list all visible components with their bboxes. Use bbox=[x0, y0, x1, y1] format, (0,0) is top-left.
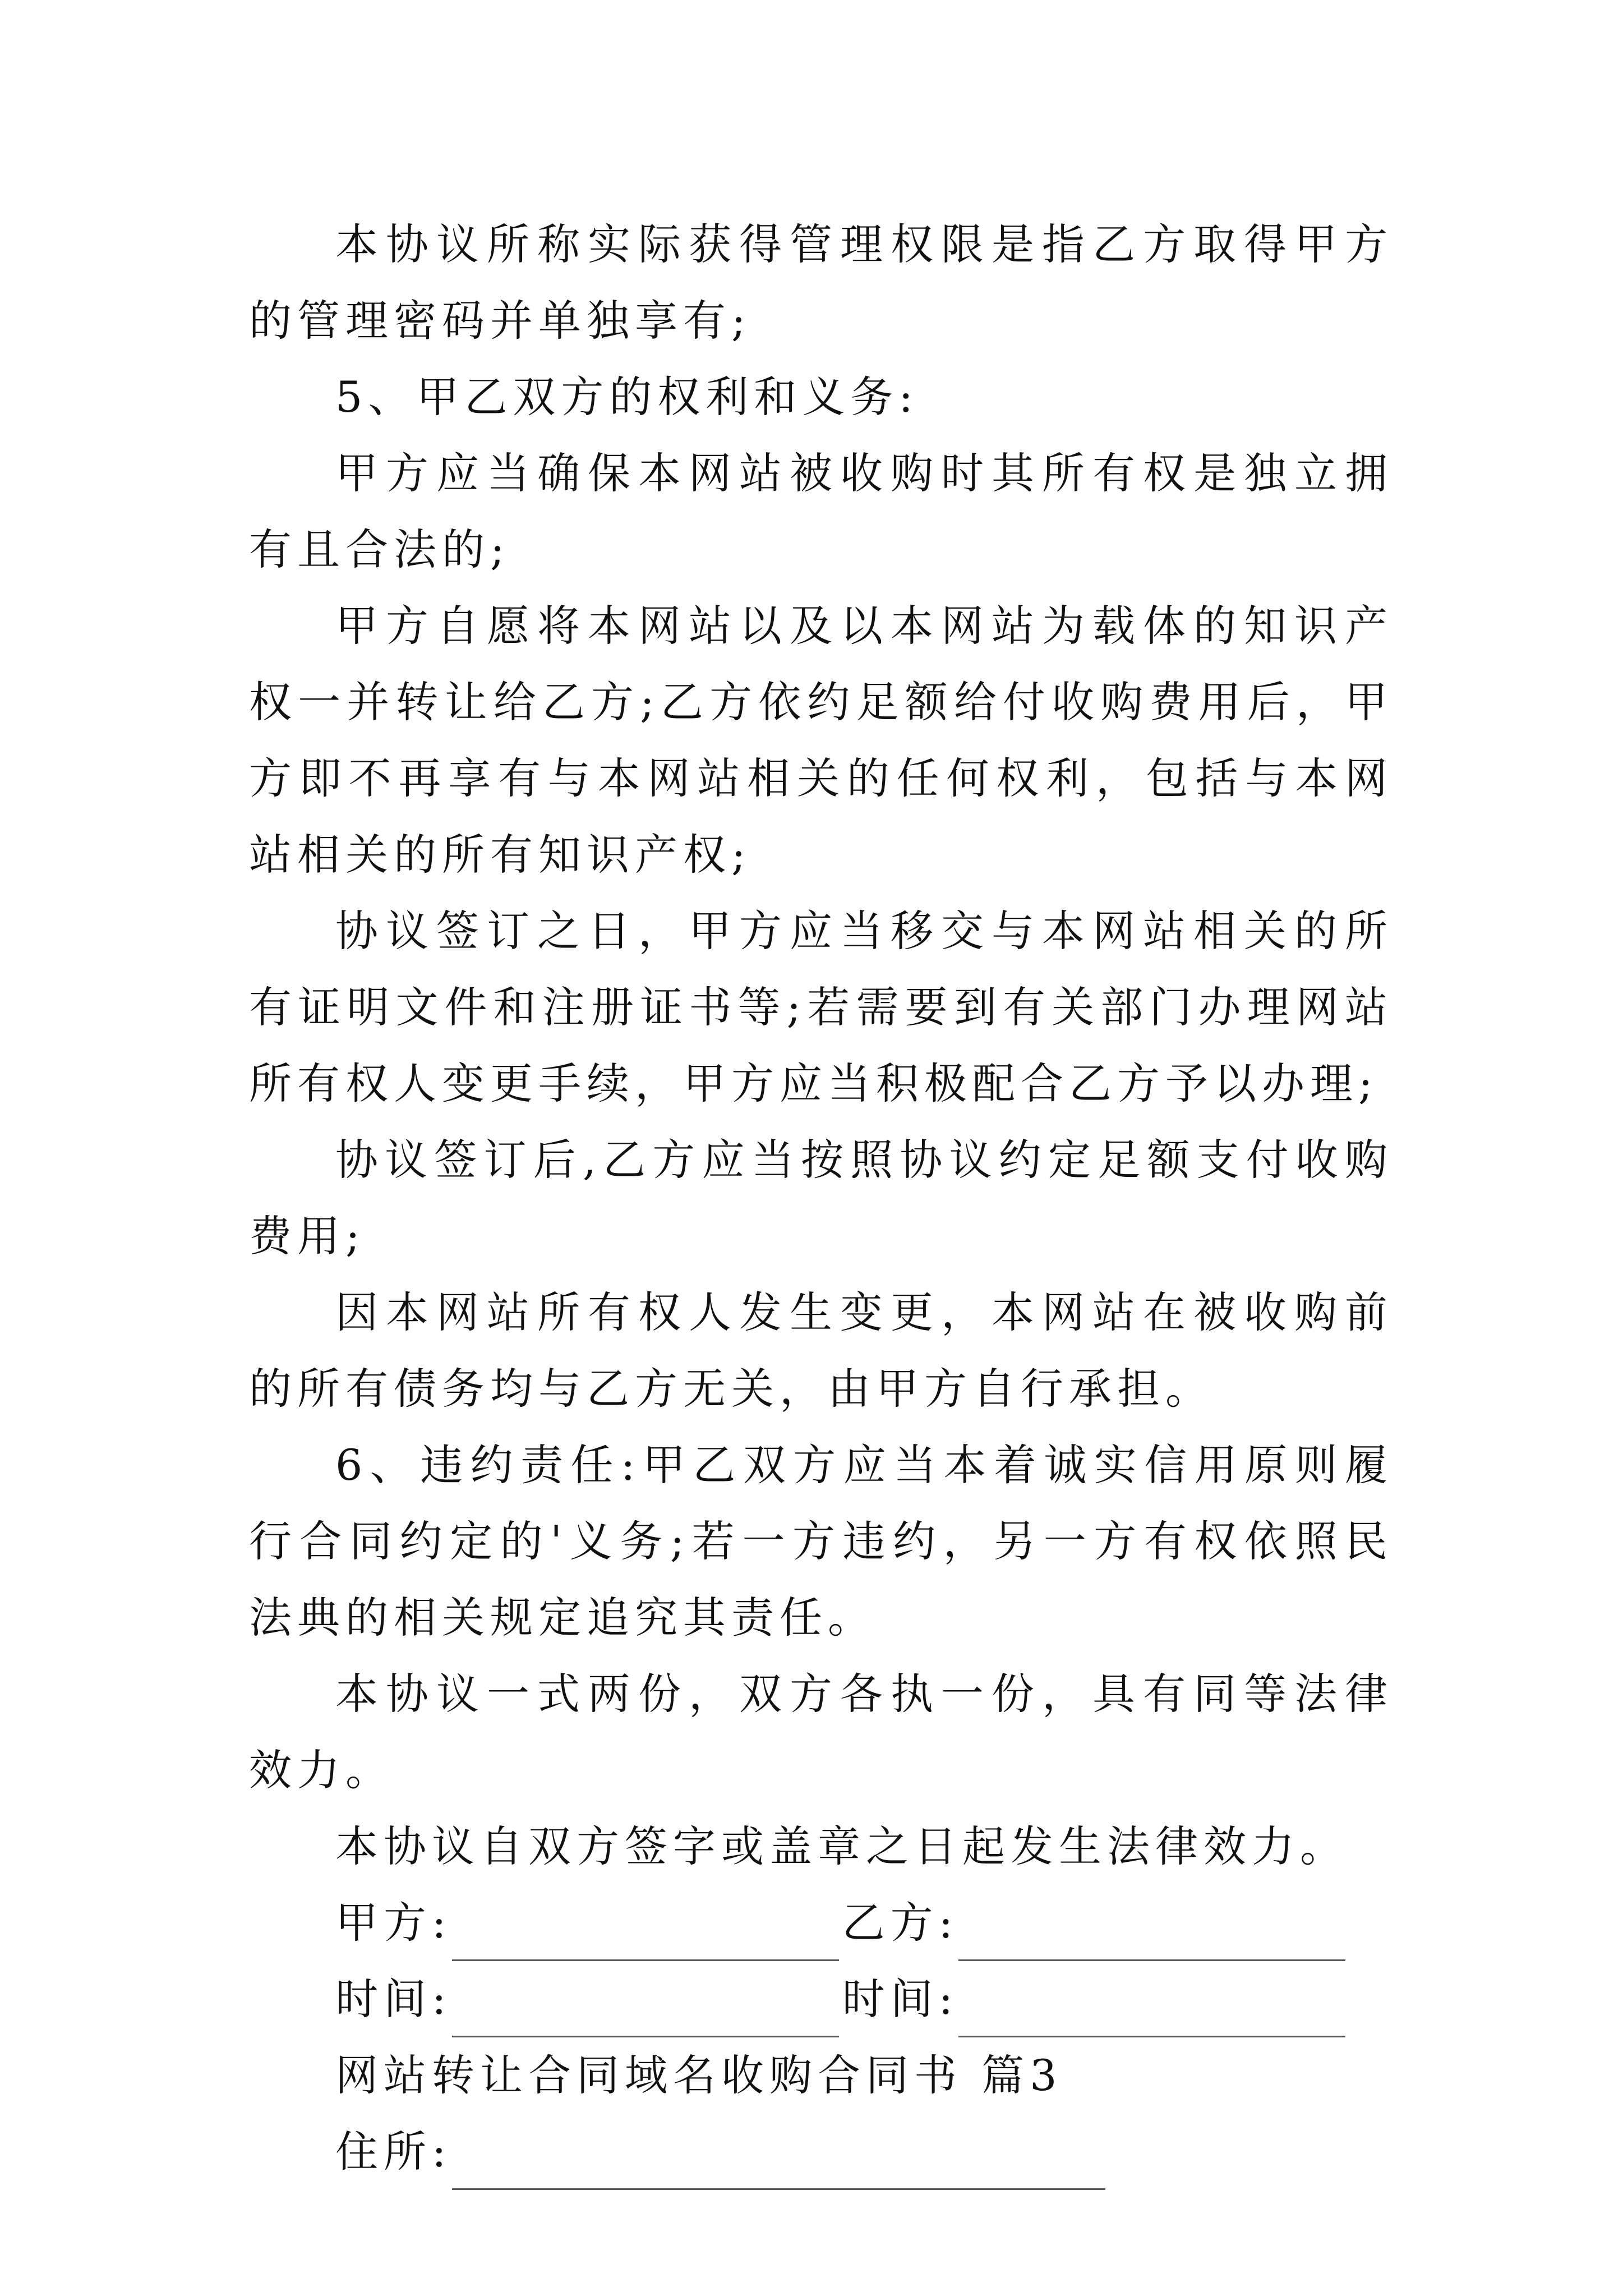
party-a-blank bbox=[452, 1909, 839, 1961]
party-b-label: 乙方: bbox=[842, 1898, 959, 1948]
party-b-blank bbox=[958, 1909, 1345, 1961]
paragraph: 本协议自双方签字或盖章之日起发生法律效力。 bbox=[335, 1821, 1348, 1871]
date-b-blank bbox=[958, 1985, 1345, 2037]
date-b-label: 时间: bbox=[842, 1974, 959, 2024]
paragraph: 6、违约责任:甲乙双方应当本着诚实信用原则履行合同约定的'义务;若一方违约，另一方有权依照民法典的相关规定追究其责任。 bbox=[249, 1440, 1393, 1642]
address-label: 住所: bbox=[335, 2127, 452, 2177]
address-blank bbox=[452, 2138, 1105, 2190]
paragraph: 本协议所称实际获得管理权限是指乙方取得甲方的管理密码并单独享有; bbox=[249, 219, 1393, 346]
signature-row-date bbox=[249, 1961, 1393, 2037]
date-a-blank bbox=[452, 1985, 839, 2037]
section-title: 网站转让合同域名收购合同书 篇3 bbox=[335, 2050, 1063, 2100]
paragraph: 甲方自愿将本网站以及以本网站为载体的知识产权一并转让给乙方;乙方依约足额给付收购费用后，甲方即不再享有与本网站相关的任何权利，包括与本网站相关的所有知识产权; bbox=[249, 601, 1393, 880]
paragraph: 协议签订之日，甲方应当移交与本网站相关的所有证明文件和注册证书等;若需要到有关部门办理网站所有权人变更手续，甲方应当积极配合乙方予以办理; bbox=[249, 906, 1393, 1108]
paragraph: 甲方应当确保本网站被收购时其所有权是独立拥有且合法的; bbox=[249, 448, 1393, 574]
paragraph: 协议签订后,乙方应当按照协议约定足额支付收购费用; bbox=[249, 1135, 1393, 1261]
section-title-row bbox=[249, 2037, 1393, 2114]
document-body bbox=[249, 206, 1393, 2190]
paragraph: 因本网站所有权人发生变更，本网站在被收购前的所有债务均与乙方无关，由甲方自行承担。 bbox=[249, 1287, 1393, 1414]
signature-row-party bbox=[249, 1885, 1393, 1961]
date-a-label: 时间: bbox=[335, 1974, 452, 2024]
paragraph: 5、甲乙双方的权利和义务: bbox=[335, 372, 919, 422]
paragraph: 本协议一式两份，双方各执一份，具有同等法律效力。 bbox=[249, 1669, 1393, 1795]
party-a-label: 甲方: bbox=[335, 1898, 452, 1948]
address-row bbox=[249, 2114, 1393, 2190]
